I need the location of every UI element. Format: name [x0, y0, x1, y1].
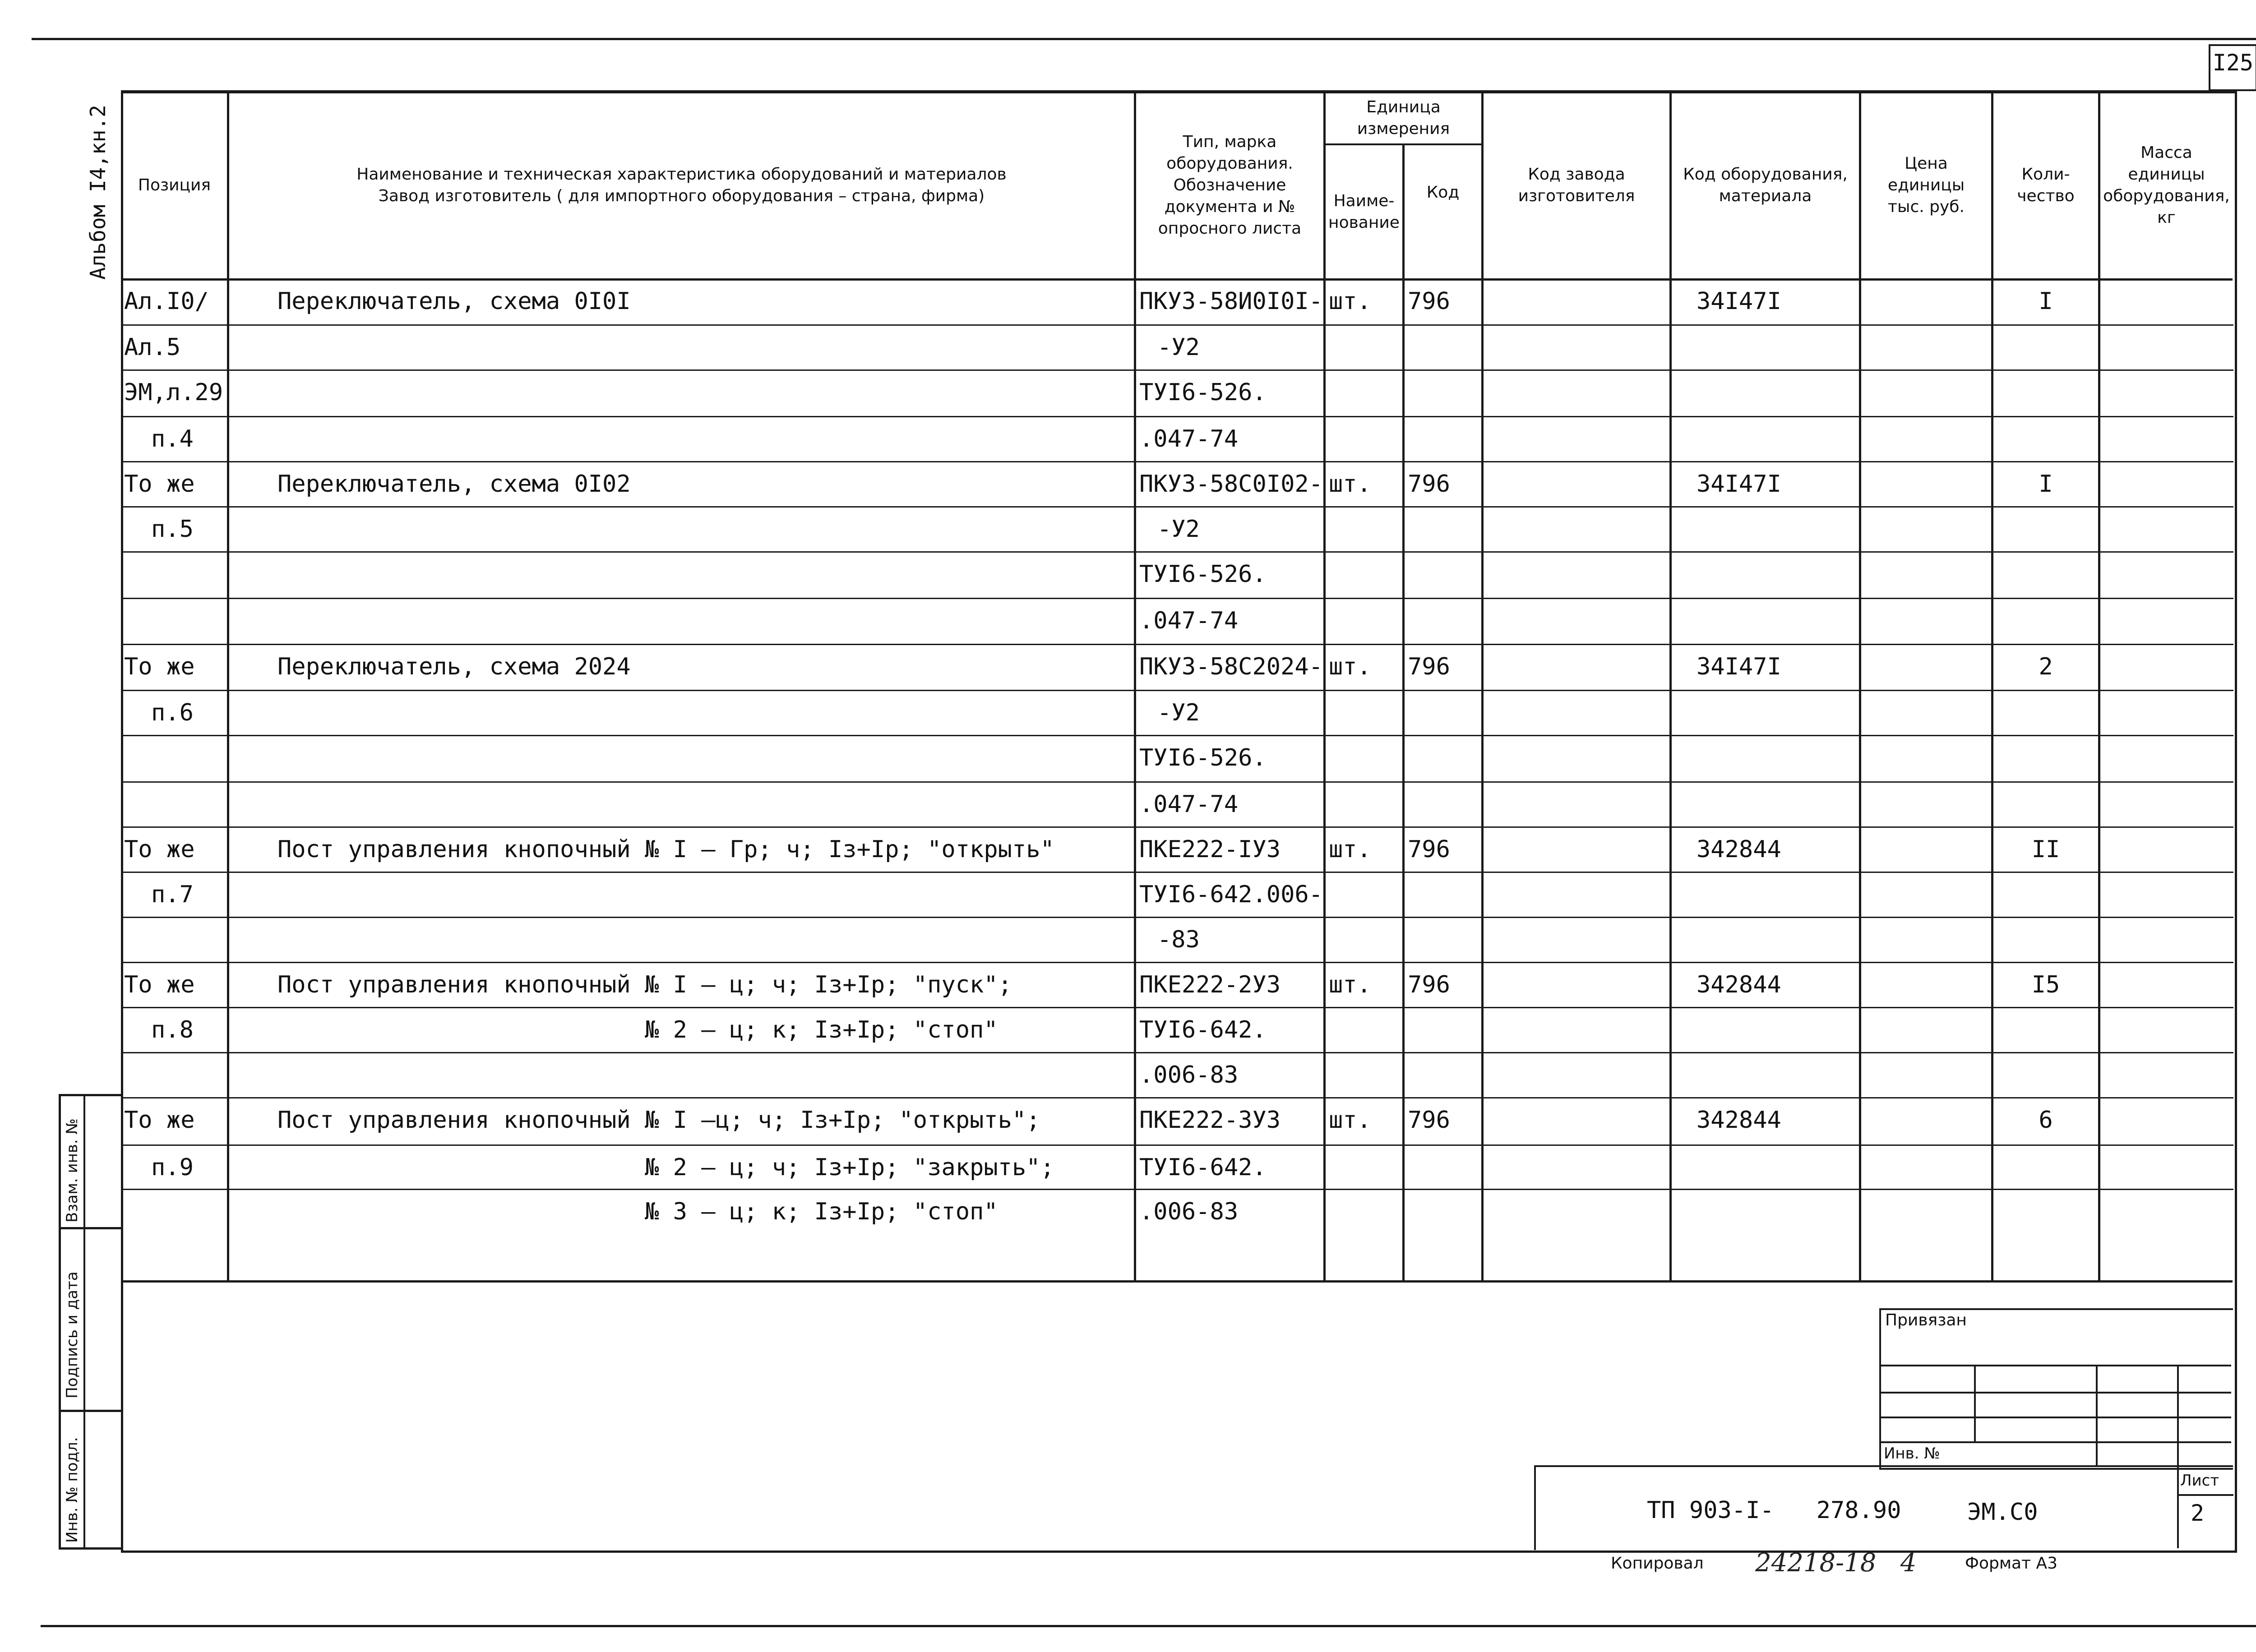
cell-qty: 6 [2039, 1107, 2053, 1134]
cell-name: Переключатель, схема 0I0I [277, 288, 631, 315]
row-divider [122, 735, 2233, 736]
cell-type: .047-74 [1139, 791, 1239, 818]
row-divider [122, 872, 2233, 873]
cell-type: .006-83 [1139, 1198, 1239, 1225]
cell-pos: п.9 [151, 1154, 194, 1181]
footer-handwritten-number: 24218-18 4 [1755, 1548, 1917, 1578]
row-divider [122, 1007, 2233, 1008]
row-divider [122, 1052, 2233, 1053]
row-divider [122, 551, 2233, 553]
cell-qty: 2 [2039, 653, 2053, 680]
cell-type: ТУI6-526. [1139, 744, 1267, 771]
cell-name: Переключатель, схема 0I02 [277, 471, 631, 498]
footer-format: Формат А3 [1965, 1554, 2058, 1573]
cell-qty: I [2039, 288, 2053, 315]
col-header-unit-code: Код [1426, 183, 1460, 202]
cell-code: 796 [1408, 653, 1450, 680]
cell-type: .047-74 [1139, 425, 1239, 452]
cell-code: 796 [1408, 836, 1450, 863]
cell-code: 796 [1408, 471, 1450, 498]
cell-qty: I [2039, 471, 2053, 498]
cell-pos: То же [124, 971, 195, 998]
footer-kopiroval: Копировал [1611, 1554, 1704, 1573]
cell-type: .006-83 [1139, 1061, 1239, 1089]
col-header-plant-code: Код завода изготовителя [1518, 165, 1635, 205]
stamp-list-label: Лист [2180, 1472, 2219, 1490]
cell-type: -83 [1157, 926, 1200, 953]
cell-unit: шт. [1329, 288, 1371, 315]
cell-pos: Ал.I0/ [124, 288, 209, 315]
row-divider [122, 644, 2233, 645]
cell-type: ТУI6-642. [1139, 1016, 1267, 1043]
stamp-inv-no: Инв. № [1884, 1444, 1940, 1463]
cell-unit: шт. [1329, 971, 1371, 998]
album-label: Альбом I4,кн.2 [86, 105, 110, 280]
row-divider [122, 506, 2233, 508]
cell-equip: 342844 [1697, 1107, 1781, 1134]
cell-name: № 3 – ц; к; Iз+Iр; "стоп" [277, 1198, 998, 1225]
col-header-name: Наименование и техническая характеристика оборудований и материалов Завод изготовитель ( для импортного оборудования – страна, фирма) [356, 165, 1007, 205]
col-header-position: Позиция [138, 176, 211, 194]
cell-pos: п.6 [151, 699, 194, 726]
cell-equip: 34I47I [1697, 471, 1781, 498]
cell-type: -У2 [1157, 334, 1200, 361]
row-divider [122, 917, 2233, 918]
row-divider [122, 1189, 2233, 1190]
cell-type: ТУI6-642.006- [1139, 881, 1323, 908]
cell-type: -У2 [1157, 516, 1200, 543]
cell-type: ПКУЗ-58И0I0I- [1139, 288, 1323, 315]
cell-type: ТУI6-526. [1139, 379, 1267, 406]
row-divider [122, 962, 2233, 963]
cell-type: .047-74 [1139, 607, 1239, 634]
cell-unit: шт. [1329, 836, 1371, 863]
side-stamp-vzam: Взам. инв. № [63, 1118, 81, 1223]
stamp-privyazan: Привязан [1885, 1311, 1967, 1329]
cell-code: 796 [1408, 971, 1450, 998]
row-divider [122, 598, 2233, 599]
cell-name: Пост управления кнопочный № I –ц; ч; Iз+Iр; "открыть"; [277, 1107, 1040, 1134]
cell-name: № 2 – ц; ч; Iз+Iр; "закрыть"; [277, 1154, 1054, 1181]
row-divider [122, 369, 2233, 371]
sheet-number-top: I25 [2212, 50, 2254, 76]
col-header-unit-group: Единица измерения [1357, 97, 1450, 138]
stamp-doc-code: ТП 903-I- 278.90 [1647, 1497, 1901, 1524]
cell-unit: шт. [1329, 653, 1371, 680]
row-divider [122, 416, 2233, 417]
cell-pos: То же [124, 471, 195, 498]
cell-equip: 34I47I [1697, 288, 1781, 315]
cell-pos: Ал.5 [124, 334, 181, 361]
cell-type: ПКУЗ-58С0I02- [1139, 471, 1323, 498]
cell-equip: 34I47I [1697, 653, 1781, 680]
cell-name: Пост управления кнопочный № I – ц; ч; Iз+Iр; "пуск"; [277, 971, 1012, 998]
cell-type: ПКЕ222-IУЗ [1139, 836, 1281, 863]
cell-qty: II [2031, 836, 2060, 863]
col-header-qty: Коли- чество [2017, 165, 2075, 205]
cell-name: Пост управления кнопочный № I – Гр; ч; Iз+Iр; "открыть" [277, 836, 1054, 863]
row-divider [122, 461, 2233, 462]
col-header-type: Тип, марка оборудования. Обозначение документа и № опросного листа [1158, 133, 1302, 238]
cell-code: 796 [1408, 1107, 1450, 1134]
col-header-equip-code: Код оборудования, материала [1683, 165, 1848, 205]
cell-code: 796 [1408, 288, 1450, 315]
side-stamp-inv: Инв. № подл. [63, 1437, 81, 1543]
cell-name: № 2 – ц; к; Iз+Iр; "стоп" [277, 1016, 998, 1043]
cell-unit: шт. [1329, 1107, 1371, 1134]
row-divider [122, 1144, 2233, 1146]
cell-pos: п.7 [151, 881, 194, 908]
cell-name: Переключатель, схема 2024 [277, 653, 631, 680]
col-header-mass: Масса единицы оборудования, кг [2103, 143, 2230, 227]
cell-type: ТУI6-526. [1139, 561, 1267, 588]
cell-type: -У2 [1157, 699, 1200, 726]
cell-type: ПКЕ222-ЗУЗ [1139, 1107, 1281, 1134]
row-divider [122, 690, 2233, 691]
side-stamp-podpis: Подпись и дата [63, 1271, 81, 1398]
cell-pos: п.5 [151, 516, 194, 543]
cell-qty: I5 [2031, 971, 2060, 998]
cell-pos: То же [124, 1107, 195, 1134]
col-header-unit-name: Наиме- нование [1328, 191, 1400, 232]
cell-type: ТУI6-642. [1139, 1154, 1267, 1181]
stamp-sheet-code: ЭМ.С0 [1967, 1499, 2038, 1526]
cell-type: ПКЕ222-2УЗ [1139, 971, 1281, 998]
cell-type: ПКУЗ-58С2024- [1139, 653, 1323, 680]
stamp-list-number: 2 [2191, 1500, 2205, 1526]
cell-equip: 342844 [1697, 971, 1781, 998]
cell-pos: То же [124, 836, 195, 863]
row-divider [122, 826, 2233, 828]
cell-pos: То же [124, 653, 195, 680]
col-header-price: Цена единицы тыс. руб. [1887, 154, 1965, 216]
row-divider [122, 1097, 2233, 1098]
row-divider [122, 781, 2233, 783]
cell-equip: 342844 [1697, 836, 1781, 863]
row-divider [122, 324, 2233, 326]
cell-unit: шт. [1329, 471, 1371, 498]
cell-pos: ЭМ,л.29 [124, 379, 223, 406]
cell-pos: п.8 [151, 1016, 194, 1043]
cell-pos: п.4 [151, 425, 194, 452]
